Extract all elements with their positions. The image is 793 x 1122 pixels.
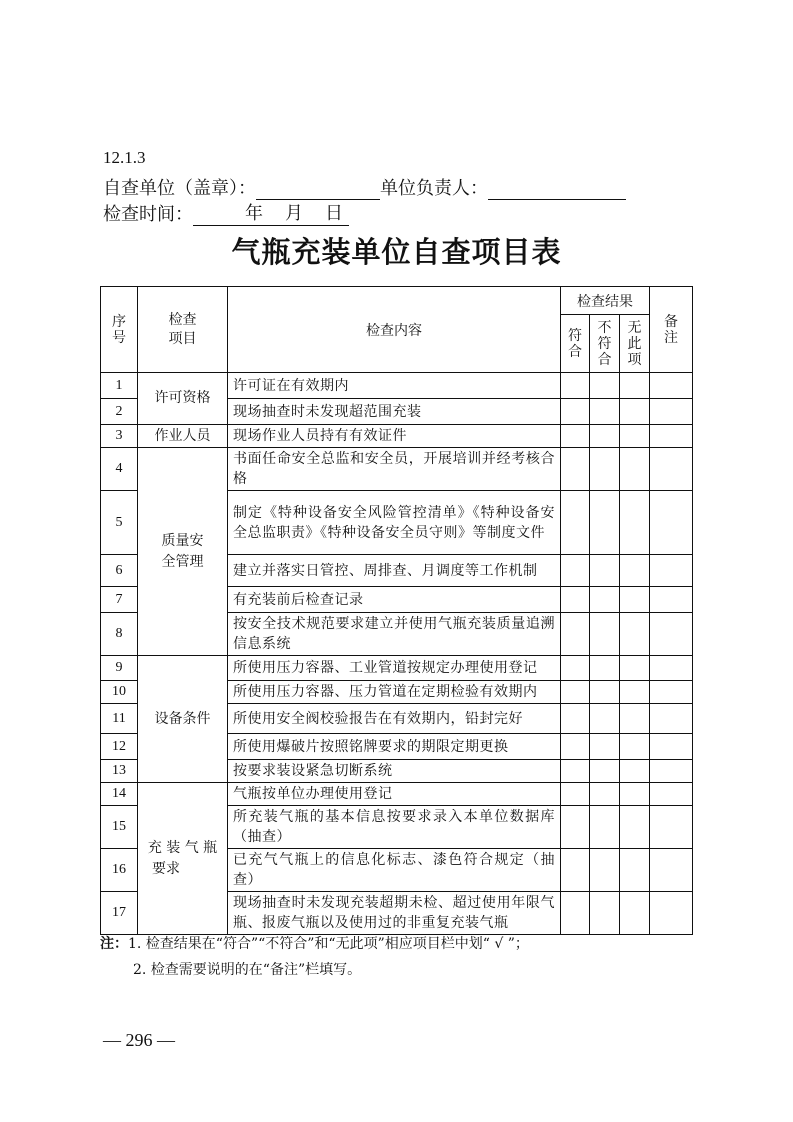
- nonconform-cell[interactable]: [590, 783, 620, 806]
- nonconform-cell[interactable]: [590, 613, 620, 656]
- unit-line: [103, 174, 626, 200]
- section-number: 12.1.3: [103, 148, 146, 167]
- remark-cell[interactable]: [650, 849, 693, 892]
- nonconform-cell[interactable]: [590, 425, 620, 448]
- table-row: [101, 425, 693, 448]
- table-row: [101, 373, 693, 399]
- category-equipment: 设备条件: [138, 656, 228, 783]
- date-label: 检查时间：: [103, 204, 193, 225]
- na-cell[interactable]: [620, 491, 650, 555]
- page-number: — 296 —: [103, 1030, 175, 1050]
- remark-cell[interactable]: [650, 448, 693, 491]
- na-cell[interactable]: [620, 555, 650, 587]
- na-cell[interactable]: [620, 613, 650, 656]
- remark-cell[interactable]: [650, 373, 693, 399]
- row-content: 建立并落实日管控、周排查、月调度等工作机制: [228, 555, 561, 587]
- conform-cell[interactable]: [561, 783, 590, 806]
- nonconform-cell[interactable]: [590, 849, 620, 892]
- conform-cell[interactable]: [561, 448, 590, 491]
- col-result-header: 检查结果: [561, 287, 650, 315]
- remark-cell[interactable]: [650, 681, 693, 704]
- remark-cell[interactable]: [650, 555, 693, 587]
- na-cell[interactable]: [620, 760, 650, 783]
- na-cell[interactable]: [620, 892, 650, 935]
- unit-label: 自查单位（盖章）：: [103, 178, 256, 199]
- col-remark-header: 备 注: [650, 287, 693, 373]
- conform-cell[interactable]: [561, 704, 590, 734]
- nonconform-cell[interactable]: [590, 373, 620, 399]
- col-conform-header: 符 合: [561, 315, 590, 373]
- conform-cell[interactable]: [561, 373, 590, 399]
- na-cell[interactable]: [620, 425, 650, 448]
- conform-cell[interactable]: [561, 656, 590, 681]
- col-nonconform-header: 不 符 合: [590, 315, 620, 373]
- nonconform-cell[interactable]: [590, 448, 620, 491]
- row-number: 13: [101, 760, 138, 783]
- nonconform-cell[interactable]: [590, 399, 620, 425]
- nonconform-cell[interactable]: [590, 806, 620, 849]
- row-number: 5: [101, 491, 138, 555]
- inspection-table: [100, 286, 693, 935]
- row-number: 3: [101, 425, 138, 448]
- conform-cell[interactable]: [561, 587, 590, 613]
- responsible-label: 单位负责人：: [380, 178, 488, 199]
- nonconform-cell[interactable]: [590, 491, 620, 555]
- note-2: 2. 检查需要说明的在“备注”栏填写。: [133, 962, 362, 978]
- category-license: 许可资格: [138, 373, 228, 425]
- row-content: 现场作业人员持有有效证件: [228, 425, 561, 448]
- row-number: 4: [101, 448, 138, 491]
- nonconform-cell[interactable]: [590, 656, 620, 681]
- row-number: 17: [101, 892, 138, 935]
- nonconform-cell[interactable]: [590, 555, 620, 587]
- row-number: 7: [101, 587, 138, 613]
- table-header-row: [101, 287, 693, 315]
- na-cell[interactable]: [620, 704, 650, 734]
- remark-cell[interactable]: [650, 613, 693, 656]
- conform-cell[interactable]: [561, 613, 590, 656]
- notes: [100, 931, 529, 983]
- row-content: 现场抽查时未发现充装超期未检、超过使用年限气瓶、报废气瓶以及使用过的非重复充装气瓶: [228, 892, 561, 935]
- nonconform-cell[interactable]: [590, 760, 620, 783]
- row-content: 现场抽查时未发现超范围充装: [228, 399, 561, 425]
- row-content: 许可证在有效期内: [228, 373, 561, 399]
- na-cell[interactable]: [620, 849, 650, 892]
- conform-cell[interactable]: [561, 806, 590, 849]
- na-cell[interactable]: [620, 373, 650, 399]
- conform-cell[interactable]: [561, 760, 590, 783]
- row-number: 10: [101, 681, 138, 704]
- na-cell[interactable]: [620, 734, 650, 760]
- date-line: [103, 200, 349, 226]
- remark-cell[interactable]: [650, 399, 693, 425]
- na-cell[interactable]: [620, 783, 650, 806]
- conform-cell[interactable]: [561, 399, 590, 425]
- col-item-header: 检查 项目: [138, 287, 228, 373]
- row-content: 已充气气瓶上的信息化标志、漆色符合规定（抽查）: [228, 849, 561, 892]
- row-content: 有充装前后检查记录: [228, 587, 561, 613]
- row-number: 14: [101, 783, 138, 806]
- remark-cell[interactable]: [650, 806, 693, 849]
- row-number: 9: [101, 656, 138, 681]
- table-row: [101, 783, 693, 806]
- row-content: 所使用压力容器、工业管道按规定办理使用登记: [228, 656, 561, 681]
- date-field[interactable]: [193, 203, 349, 226]
- na-cell[interactable]: [620, 448, 650, 491]
- na-cell[interactable]: [620, 587, 650, 613]
- day-label: 日: [325, 203, 343, 224]
- na-cell[interactable]: [620, 399, 650, 425]
- row-number: 2: [101, 399, 138, 425]
- row-number: 1: [101, 373, 138, 399]
- remark-cell[interactable]: [650, 734, 693, 760]
- row-content: 所充装气瓶的基本信息按要求录入本单位数据库（抽查）: [228, 806, 561, 849]
- conform-cell[interactable]: [561, 555, 590, 587]
- row-content: 所使用安全阀校验报告在有效期内，铅封完好: [228, 704, 561, 734]
- row-content: 书面任命安全总监和安全员，开展培训并经考核合格: [228, 448, 561, 491]
- row-number: 6: [101, 555, 138, 587]
- remark-cell[interactable]: [650, 783, 693, 806]
- table-row: [101, 448, 693, 491]
- conform-cell[interactable]: [561, 491, 590, 555]
- row-content: 制定《特种设备安全风险管控清单》《特种设备安全总监职责》《特种设备安全员守则》等制度文件: [228, 491, 561, 555]
- nonconform-cell[interactable]: [590, 892, 620, 935]
- responsible-blank[interactable]: [488, 179, 626, 200]
- row-content: 所使用压力容器、压力管道在定期检验有效期内: [228, 681, 561, 704]
- row-number: 8: [101, 613, 138, 656]
- note-1: 1. 检查结果在“符合”“不符合”和“无此项”相应项目栏中划“ √ ”；: [128, 936, 529, 952]
- table-row: [101, 656, 693, 681]
- remark-cell[interactable]: [650, 892, 693, 935]
- na-cell[interactable]: [620, 656, 650, 681]
- na-cell[interactable]: [620, 681, 650, 704]
- na-cell[interactable]: [620, 806, 650, 849]
- notes-label: 注：: [100, 936, 128, 952]
- nonconform-cell[interactable]: [590, 734, 620, 760]
- row-number: 15: [101, 806, 138, 849]
- row-content: 气瓶按单位办理使用登记: [228, 783, 561, 806]
- remark-cell[interactable]: [650, 760, 693, 783]
- remark-cell[interactable]: [650, 425, 693, 448]
- row-number: 11: [101, 704, 138, 734]
- remark-cell[interactable]: [650, 704, 693, 734]
- row-content: 按安全技术规范要求建立并使用气瓶充装质量追溯信息系统: [228, 613, 561, 656]
- remark-cell[interactable]: [650, 587, 693, 613]
- conform-cell[interactable]: [561, 681, 590, 704]
- nonconform-cell[interactable]: [590, 704, 620, 734]
- nonconform-cell[interactable]: [590, 587, 620, 613]
- conform-cell[interactable]: [561, 734, 590, 760]
- unit-blank[interactable]: [256, 179, 380, 200]
- page-title: 气瓶充装单位自查项目表: [231, 235, 562, 269]
- conform-cell[interactable]: [561, 849, 590, 892]
- conform-cell[interactable]: [561, 892, 590, 935]
- remark-cell[interactable]: [650, 491, 693, 555]
- category-cylinder: 充 装 气 瓶 要求: [138, 783, 228, 935]
- col-na-header: 无 此 项: [620, 315, 650, 373]
- conform-cell[interactable]: [561, 425, 590, 448]
- row-number: 16: [101, 849, 138, 892]
- remark-cell[interactable]: [650, 656, 693, 681]
- year-label: 年: [245, 203, 263, 224]
- row-content: 所使用爆破片按照铭牌要求的期限定期更换: [228, 734, 561, 760]
- row-number: 12: [101, 734, 138, 760]
- category-staff: 作业人员: [138, 425, 228, 448]
- month-label: 月: [285, 203, 303, 224]
- nonconform-cell[interactable]: [590, 681, 620, 704]
- col-content-header: 检查内容: [228, 287, 561, 373]
- col-seq-header: 序 号: [101, 287, 138, 373]
- category-quality: 质量安 全管理: [138, 448, 228, 656]
- row-content: 按要求装设紧急切断系统: [228, 760, 561, 783]
